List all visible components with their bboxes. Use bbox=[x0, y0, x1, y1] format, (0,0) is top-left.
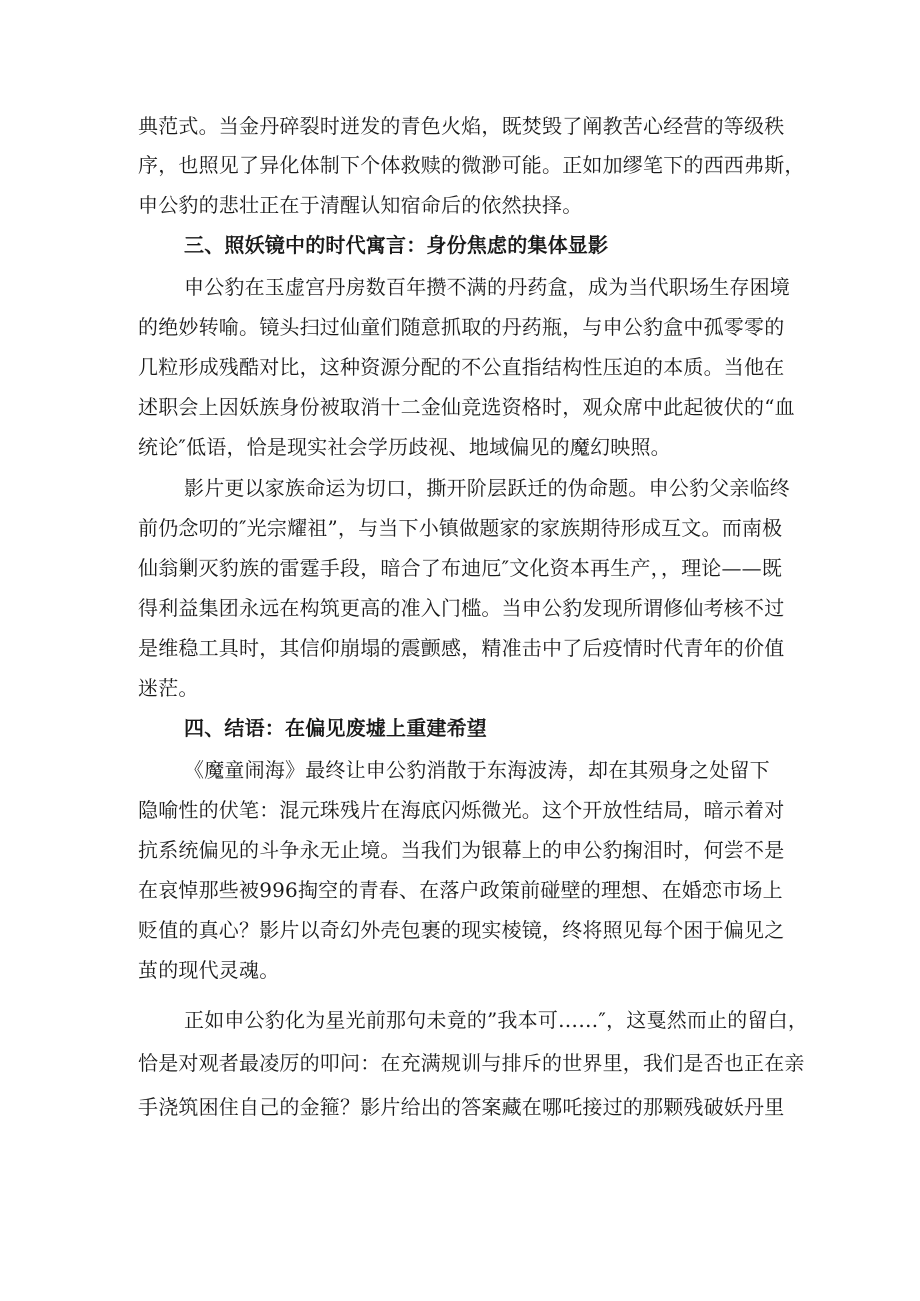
text-line: 仙翁剿灭豹族的雷霆手段，暗合了布迪厄″文化资本再生产，，理论——既 bbox=[138, 556, 783, 580]
text-line: 得利益集团永远在构筑更高的准入门槛。当申公豹发现所谓修仙考核不过 bbox=[138, 596, 785, 620]
text-line: 述职会上因妖族身份被取消十二金仙竞选资格时，观众席中此起彼伏的“血 bbox=[138, 395, 795, 419]
text-line: 申公豹在玉虚宫丹房数百年攒不满的丹药盒，成为当代职场生存困境 bbox=[184, 275, 790, 299]
text-line: 正如申公豹化为星光前那句未竟的”我本可……″，这戛然而止的留白， bbox=[184, 1008, 809, 1032]
text-line: 贬值的真心？影片以奇幻外壳包裹的现实棱镜，终将照见每个困于偏见之 bbox=[138, 918, 785, 942]
text-line: 申公豹的悲壮正在于清醒认知宿命后的依然抉择。 bbox=[138, 193, 583, 217]
text-line: 隐喻性的伏笔：混元珠残片在海底闪烁微光。这个开放性结局，暗示着对 bbox=[138, 798, 785, 822]
text-line: 恰是对观者最凌厉的叩问：在充满规训与排斥的世界里，我们是否也正在亲 bbox=[138, 1051, 805, 1075]
text-line: 抗系统偏见的斗争永无止境。当我们为银幕上的申公豹掬泪时，何尝不是 bbox=[138, 838, 785, 862]
text-line: 手浇筑困住自己的金箍？影片给出的答案藏在哪吒接过的那颗残破妖丹里 bbox=[138, 1095, 785, 1119]
text-line: 的绝妙转喻。镜头扫过仙童们随意抓取的丹药瓶，与申公豹盒中孤零零的 bbox=[138, 315, 785, 339]
text-line: 影片更以家族命运为切口，撕开阶层跃迁的伪命题。申公豹父亲临终 bbox=[184, 476, 790, 500]
text-line: 在哀悼那些被996掏空的青春、在落户政策前碰壁的理想、在婚恋市场上 bbox=[138, 878, 783, 902]
text-line: 迷茫。 bbox=[138, 676, 199, 700]
text-line: 茧的现代灵魂。 bbox=[138, 958, 280, 982]
text-line: 前仍念叨的″光宗耀祖”，与当下小镇做题家的家族期待形成互文。而南极 bbox=[138, 516, 783, 540]
text-line: 序，也照见了异化体制下个体救赎的微渺可能。正如加缪笔下的西西弗斯， bbox=[138, 153, 805, 177]
text-line: 是维稳工具时，其信仰崩塌的震颤感，精准击中了后疫情时代青年的价值 bbox=[138, 636, 785, 660]
section-heading: 三、照妖镜中的时代寓言：身份焦虑的集体显影 bbox=[184, 233, 609, 257]
text-line: 几粒形成残酷对比，这种资源分配的不公直指结构性压迫的本质。当他在 bbox=[138, 355, 785, 379]
text-line: 《魔童闹海》最终让申公豹消散于东海波涛，却在其殒身之处留下 bbox=[184, 758, 770, 782]
text-line: 统论″低语，恰是现实社会学历歧视、地域偏见的魔幻映照。 bbox=[138, 435, 671, 459]
text-line: 典范式。当金丹碎裂时迸发的青色火焰，既焚毁了阐教苦心经营的等级秩 bbox=[138, 114, 785, 138]
section-heading: 四、结语：在偏见废墟上重建希望 bbox=[184, 716, 487, 740]
